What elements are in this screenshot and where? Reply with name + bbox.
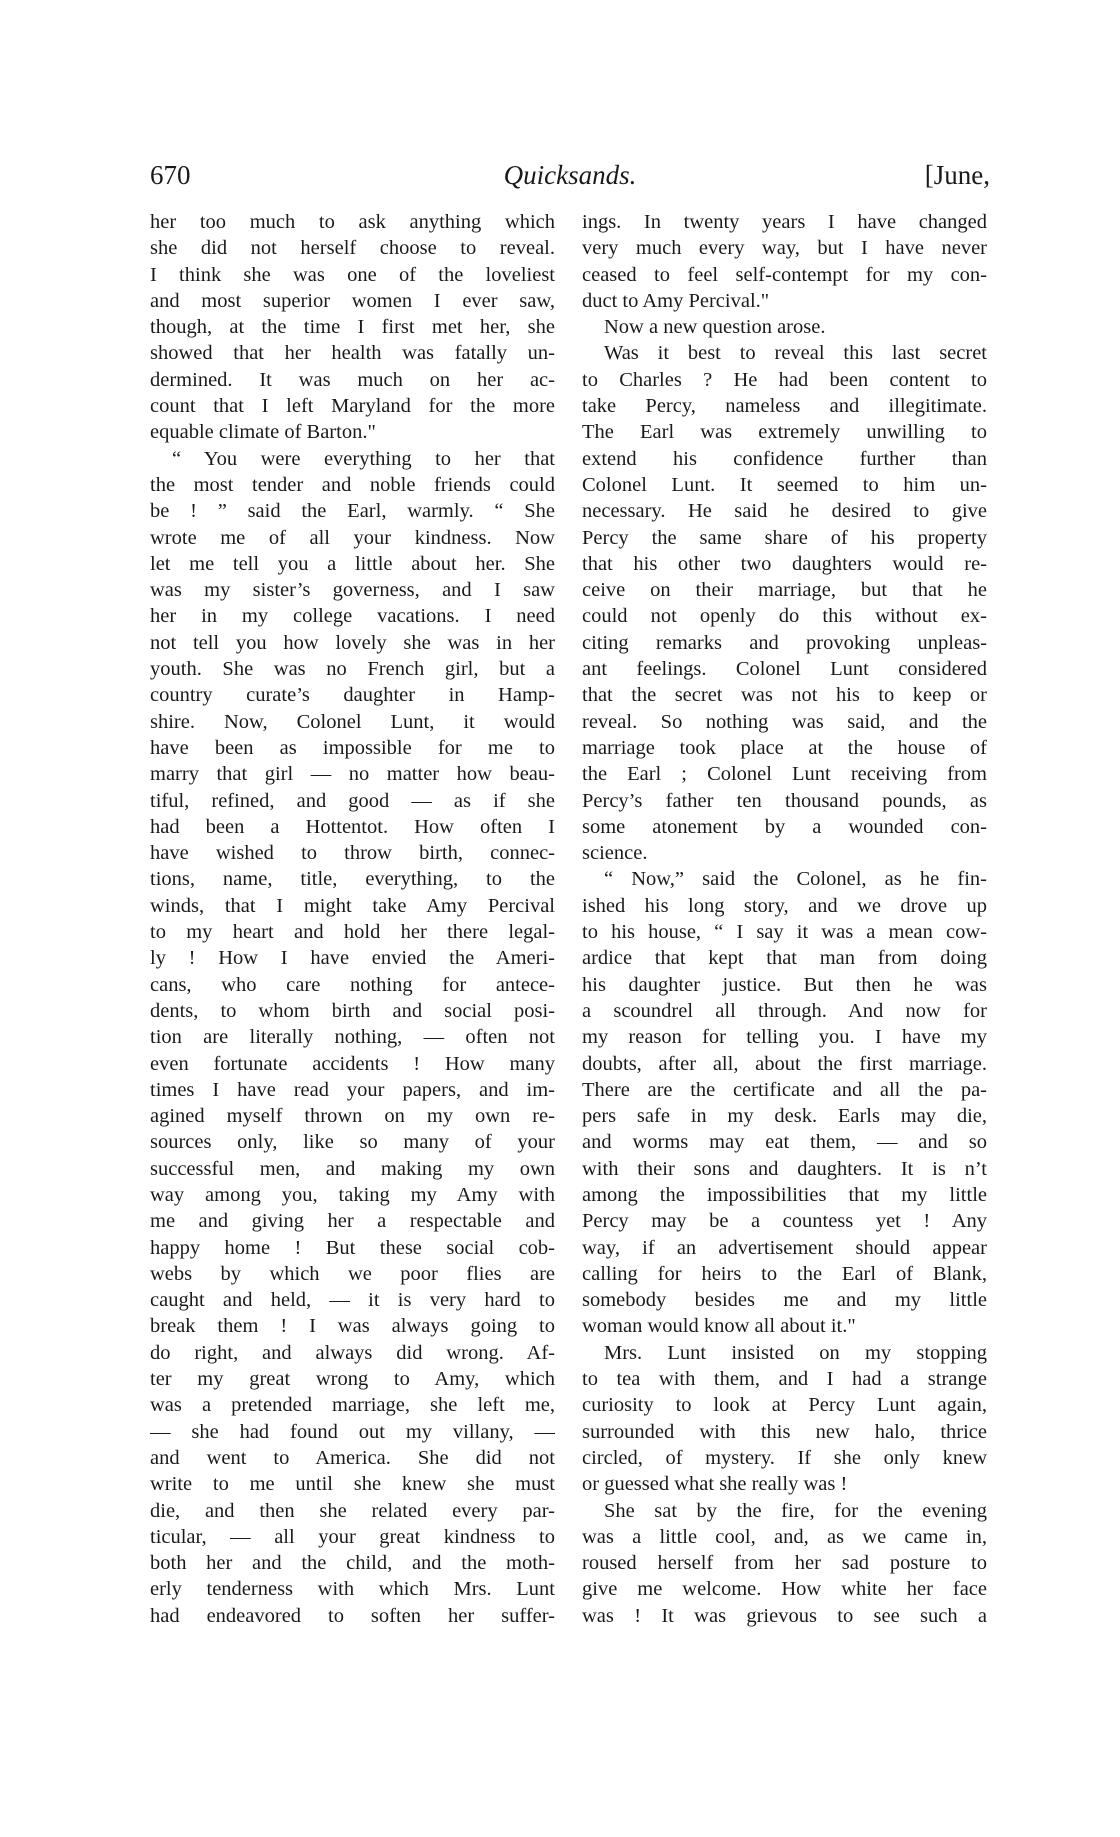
text-line: ant feelings. Colonel Lunt considered <box>582 658 987 681</box>
text-line: had endeavored to soften her suffer- <box>150 1604 555 1627</box>
date-mark: [June, <box>924 160 990 190</box>
text-line: she did not herself choose to reveal. <box>150 237 555 260</box>
text-line: me and giving her a respectable and <box>150 1210 555 1233</box>
text-line: the most tender and noble friends could <box>150 473 555 496</box>
text-line: some atonement by a wounded con- <box>582 815 987 838</box>
text-line: give me welcome. How white her face <box>582 1578 987 1601</box>
text-line: let me tell you a little about her. She <box>150 552 555 575</box>
text-line: cans, who care nothing for antece- <box>150 973 555 996</box>
text-line: marry that girl — no matter how beau- <box>150 763 555 786</box>
text-line: Was it best to reveal this last secret <box>604 342 987 365</box>
text-line: had been a Hottentot. How often I <box>150 815 555 838</box>
text-line: or guessed what she really was ! <box>582 1473 848 1496</box>
text-line: circled, of mystery. If she only knew <box>582 1446 987 1469</box>
text-line: ings. In twenty years I have changed <box>582 211 987 233</box>
text-line: extend his confidence further than <box>582 447 987 470</box>
text-line: shire. Now, Colonel Lunt, it would <box>150 710 555 733</box>
text-line: to his house, “ I say it was a mean cow- <box>582 921 987 944</box>
text-line: was a pretended marriage, she left me, <box>150 1394 555 1417</box>
text-line: have been as impossible for me to <box>150 736 555 759</box>
running-header <box>150 160 990 200</box>
text-line: very much every way, but I have never <box>582 237 987 260</box>
text-line: I think she was one of the loveliest <box>150 263 555 286</box>
text-line: There are the certificate and all the pa- <box>582 1078 987 1101</box>
text-line: was my sister’s governess, and I saw <box>150 579 555 602</box>
text-line: with their sons and daughters. It is n’t <box>582 1157 987 1180</box>
running-title: Quicksands. <box>503 160 637 190</box>
text-line: doubts, after all, about the first marriage. <box>582 1052 987 1075</box>
text-line: dents, to whom birth and social posi- <box>150 999 555 1022</box>
text-line: to tea with them, and I had a strange <box>582 1368 987 1391</box>
text-line: marriage took place at the house of <box>582 736 987 759</box>
text-line: necessary. He said he desired to give <box>582 500 987 523</box>
text-line: Mrs. Lunt insisted on my stopping <box>604 1341 987 1364</box>
text-line: ticular, — all your great kindness to <box>150 1525 555 1548</box>
text-line: citing remarks and provoking unpleas- <box>582 631 987 654</box>
text-line: and went to America. She did not <box>150 1446 555 1469</box>
text-line: though, at the time I first met her, she <box>150 316 555 339</box>
text-line: could not openly do this without ex- <box>582 605 987 628</box>
text-line: even fortunate accidents ! How many <box>150 1052 555 1075</box>
text-line: her in my college vacations. I need <box>150 605 555 628</box>
text-line: be ! ” said the Earl, warmly. “ She <box>150 500 555 523</box>
text-line: that the secret was not his to keep or <box>582 684 987 707</box>
text-line: calling for heirs to the Earl of Blank, <box>582 1262 987 1285</box>
text-line: She sat by the fire, for the evening <box>604 1499 987 1522</box>
text-line: ceased to feel self-contempt for my con- <box>582 263 987 286</box>
text-line: caught and held, — it is very hard to <box>150 1289 555 1312</box>
text-line: winds, that I might take Amy Percival <box>150 894 555 917</box>
text-line: my reason for telling you. I have my <box>582 1026 987 1049</box>
text-line: duct to Amy Percival." <box>582 289 770 312</box>
text-line: tions, name, title, everything, to the <box>150 868 555 891</box>
text-line: take Percy, nameless and illegitimate. <box>582 395 987 418</box>
text-line: The Earl was extremely unwilling to <box>582 421 987 444</box>
text-line: way among you, taking my Amy with <box>150 1183 555 1206</box>
text-line: way, if an advertisement should appear <box>582 1236 987 1259</box>
text-line: science. <box>582 842 648 865</box>
text-line: her too much to ask anything which <box>150 211 555 233</box>
text-line: not tell you how lovely she was in her <box>150 631 555 654</box>
text-line: ceive on their marriage, but that he <box>582 579 987 602</box>
text-line: wrote me of all your kindness. Now <box>150 526 555 549</box>
text-line: surrounded with this new halo, thrice <box>582 1420 987 1443</box>
text-line: count that I left Maryland for the more <box>150 395 555 418</box>
text-line: Percy may be a countess yet ! Any <box>582 1210 987 1233</box>
text-line: “ Now,” said the Colonel, as he fin- <box>604 868 987 891</box>
text-line: was ! It was grievous to see such a <box>582 1604 987 1627</box>
text-line: country curate’s daughter in Hamp- <box>150 684 555 707</box>
text-line: showed that her health was fatally un- <box>150 342 555 365</box>
left-text-column <box>150 209 555 1629</box>
text-line: sources only, like so many of your <box>150 1131 555 1154</box>
text-line: erly tenderness with which Mrs. Lunt <box>150 1578 555 1601</box>
text-line: to Charles ? He had been content to <box>582 368 987 391</box>
text-line: tion are literally nothing, — often not <box>150 1026 555 1049</box>
text-line: a scoundrel all through. And now for <box>582 999 987 1022</box>
text-line: to my heart and hold her there legal- <box>150 921 555 944</box>
text-line: write to me until she knew she must <box>150 1473 555 1496</box>
text-line: reveal. So nothing was said, and the <box>582 710 987 733</box>
text-line: break them ! I was always going to <box>150 1315 555 1338</box>
text-line: that his other two daughters would re- <box>582 552 987 575</box>
text-line: dermined. It was much on her ac- <box>150 368 555 391</box>
text-line: die, and then she related every par- <box>150 1499 555 1522</box>
text-line: woman would know all about it." <box>582 1315 856 1338</box>
text-line: equable climate of Barton." <box>150 421 376 444</box>
text-line: roused herself from her sad posture to <box>582 1552 987 1575</box>
text-line: curiosity to look at Percy Lunt again, <box>582 1394 987 1417</box>
text-line: ished his long story, and we drove up <box>582 894 987 917</box>
text-line: the Earl ; Colonel Lunt receiving from <box>582 763 987 786</box>
text-line: tiful, refined, and good — as if she <box>150 789 555 812</box>
text-line: was a little cool, and, as we came in, <box>582 1525 987 1548</box>
text-line: both her and the child, and the moth- <box>150 1552 555 1575</box>
text-line: times I have read your papers, and im- <box>150 1078 555 1101</box>
text-line: and worms may eat them, — and so <box>582 1131 987 1154</box>
text-line: ter my great wrong to Amy, which <box>150 1368 555 1391</box>
text-line: Percy’s father ten thousand pounds, as <box>582 789 987 812</box>
page-number: 670 <box>150 160 191 190</box>
text-line: have wished to throw birth, connec- <box>150 842 555 865</box>
text-line: ly ! How I have envied the Ameri- <box>150 947 555 970</box>
right-text-column <box>582 209 987 1629</box>
text-line: agined myself thrown on my own re- <box>150 1105 555 1128</box>
text-line: do right, and always did wrong. Af- <box>150 1341 555 1364</box>
text-line: webs by which we poor flies are <box>150 1262 555 1285</box>
text-line: among the impossibilities that my little <box>582 1183 987 1206</box>
text-line: and most superior women I ever saw, <box>150 289 555 312</box>
text-line: Now a new question arose. <box>604 316 826 339</box>
text-line: — she had found out my villany, — <box>150 1420 555 1443</box>
text-line: Colonel Lunt. It seemed to him un- <box>582 473 987 496</box>
text-line: “ You were everything to her that <box>172 447 555 470</box>
text-line: youth. She was no French girl, but a <box>150 658 555 681</box>
text-line: Percy the same share of his property <box>582 526 987 549</box>
text-line: somebody besides me and my little <box>582 1289 987 1312</box>
text-line: pers safe in my desk. Earls may die, <box>582 1105 987 1128</box>
text-line: his daughter justice. But then he was <box>582 973 987 996</box>
text-line: ardice that kept that man from doing <box>582 947 987 970</box>
text-line: happy home ! But these social cob- <box>150 1236 555 1259</box>
text-line: successful men, and making my own <box>150 1157 555 1180</box>
